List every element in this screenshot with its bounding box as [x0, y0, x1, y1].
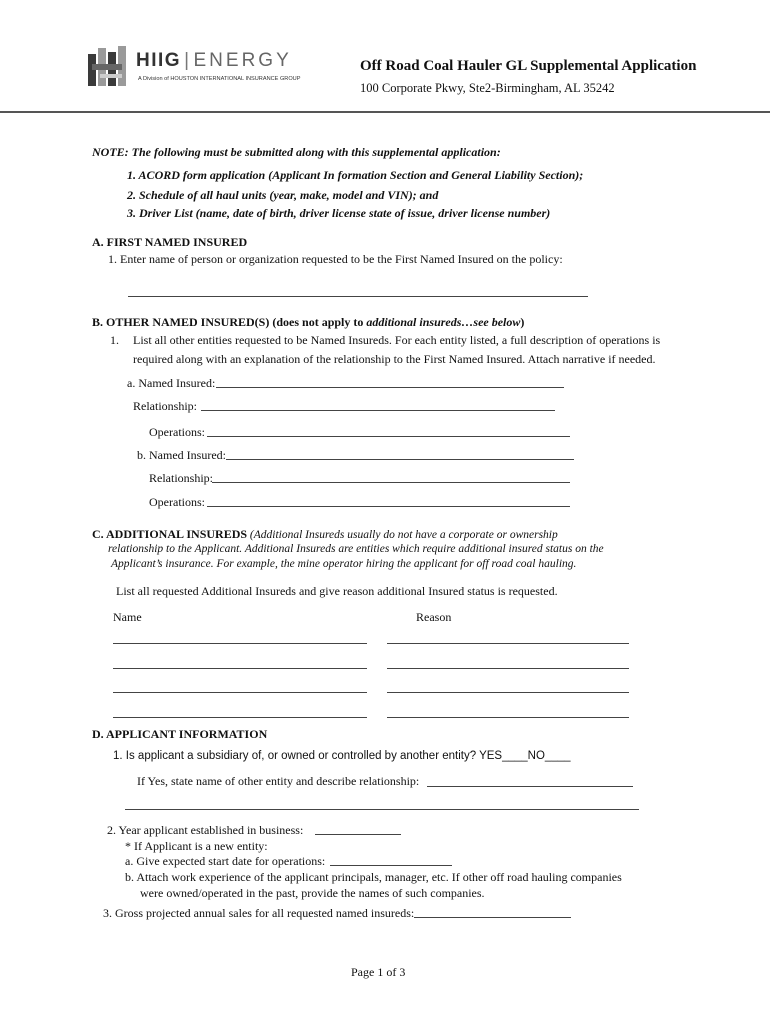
note-item-1: 1. ACORD form application (Applicant In formation Section and General Liability Section); [127, 168, 584, 182]
logo-subtitle: A Division of HOUSTON INTERNATIONAL INSURANCE GROUP [138, 76, 301, 82]
section-b-q1-line2: required along with an explanation of the relationship to the First Named Insured. Attach narrative if needed. [133, 352, 656, 366]
relationship-a-label: Relationship: [133, 399, 197, 413]
gross-annual-sales-field[interactable] [414, 917, 571, 918]
section-b-heading [92, 315, 524, 330]
section-b-heading-text: B. OTHER NAMED INSURED(S) (does not apply to [92, 315, 367, 329]
header-rule [0, 111, 770, 113]
named-insured-b-field[interactable] [226, 459, 574, 460]
section-c-line2: relationship to the Applicant. Additional Insureds are entities which require additional insured status on the [108, 543, 604, 555]
additional-insured-reason-1[interactable] [387, 643, 629, 644]
additional-insured-reason-2[interactable] [387, 668, 629, 669]
additional-insured-reason-3[interactable] [387, 692, 629, 693]
section-d-q1-followup: If Yes, state name of other entity and describe relationship: [137, 774, 420, 788]
operations-a-field[interactable] [207, 436, 570, 437]
expected-start-date-field[interactable] [330, 865, 452, 866]
note-item-2: 2. Schedule of all haul units (year, make, model and VIN); and [127, 188, 439, 202]
additional-insured-name-4[interactable] [113, 717, 367, 718]
section-c-instruction: List all requested Additional Insureds and give reason additional Insured status is requested. [116, 584, 558, 598]
section-d-q2-b-line2: were owned/operated in the past, provide the names of such companies. [140, 886, 485, 900]
section-a-heading: A. FIRST NAMED INSURED [92, 235, 248, 249]
year-established-field[interactable] [315, 834, 401, 835]
relationship-b-field[interactable] [212, 482, 570, 483]
relationship-a-field[interactable] [201, 410, 555, 411]
additional-insured-reason-4[interactable] [387, 717, 629, 718]
section-c-line1: (Additional Insureds usually do not have a corporate or ownership [247, 529, 558, 541]
column-header-name: Name [113, 610, 142, 624]
section-b-q1-number: 1. [110, 333, 119, 347]
other-entity-field[interactable] [427, 786, 633, 787]
section-d-q2-new-entity: * If Applicant is a new entity: [125, 839, 268, 853]
logo-brand: HIIG | ENERGY [136, 50, 292, 71]
section-b-heading-end: ) [520, 315, 525, 329]
additional-insured-name-3[interactable] [113, 692, 367, 693]
company-address: 100 Corporate Pkwy, Ste2-Birmingham, AL 35242 [360, 81, 615, 95]
section-d-q2-a: a. Give expected start date for operations: [125, 854, 326, 868]
section-d-question-3: 3. Gross projected annual sales for all requested named insureds: [103, 906, 415, 920]
section-c-line3: Applicant’s insurance. For example, the mine operator hiring the applicant for off road coal hauling. [111, 558, 577, 570]
section-a-question-1: 1. Enter name of person or organization requested to be the First Named Insured on the policy: [108, 252, 563, 266]
section-d-question-1: 1. Is applicant a subsidiary of, or owned or controlled by another entity? YES____NO____ [113, 750, 571, 762]
section-c-heading-text: C. ADDITIONAL INSUREDS [92, 527, 248, 541]
section-b-q1-line1: List all other entities requested to be Named Insureds. For each entity listed, a full description of operations is [133, 333, 661, 347]
other-entity-field-continued[interactable] [125, 809, 639, 810]
section-c-heading [92, 527, 558, 542]
page-title: Off Road Coal Hauler GL Supplemental Application [360, 58, 697, 74]
relationship-b-label: Relationship: [149, 471, 213, 485]
named-insured-b-label: b. Named Insured: [137, 448, 226, 462]
additional-insured-name-2[interactable] [113, 668, 367, 669]
named-insured-a-label: a. Named Insured: [127, 376, 216, 390]
section-b-heading-italic: additional insureds…see below [366, 315, 521, 329]
note-item-3: 3. Driver List (name, date of birth, driver license state of issue, driver license number) [127, 206, 551, 220]
operations-b-label: Operations: [149, 495, 205, 509]
section-d-question-2: 2. Year applicant established in business: [107, 823, 304, 837]
operations-b-field[interactable] [207, 506, 570, 507]
column-header-reason: Reason [416, 610, 452, 624]
named-insured-a-field[interactable] [216, 387, 564, 388]
page-number: Page 1 of 3 [351, 965, 406, 979]
logo-brand-a: HIIG [136, 50, 182, 71]
operations-a-label: Operations: [149, 425, 205, 439]
section-d-heading: D. APPLICANT INFORMATION [92, 727, 268, 741]
additional-insured-name-1[interactable] [113, 643, 367, 644]
first-named-insured-field[interactable] [128, 296, 588, 297]
section-d-q2-b-line1: b. Attach work experience of the applicant principals, manager, etc. If other off road hauling companies [125, 870, 622, 884]
hiig-logo-icon [86, 44, 128, 88]
logo-brand-b: ENERGY [193, 50, 292, 71]
note-heading: NOTE: The following must be submitted along with this supplemental application: [92, 145, 501, 159]
